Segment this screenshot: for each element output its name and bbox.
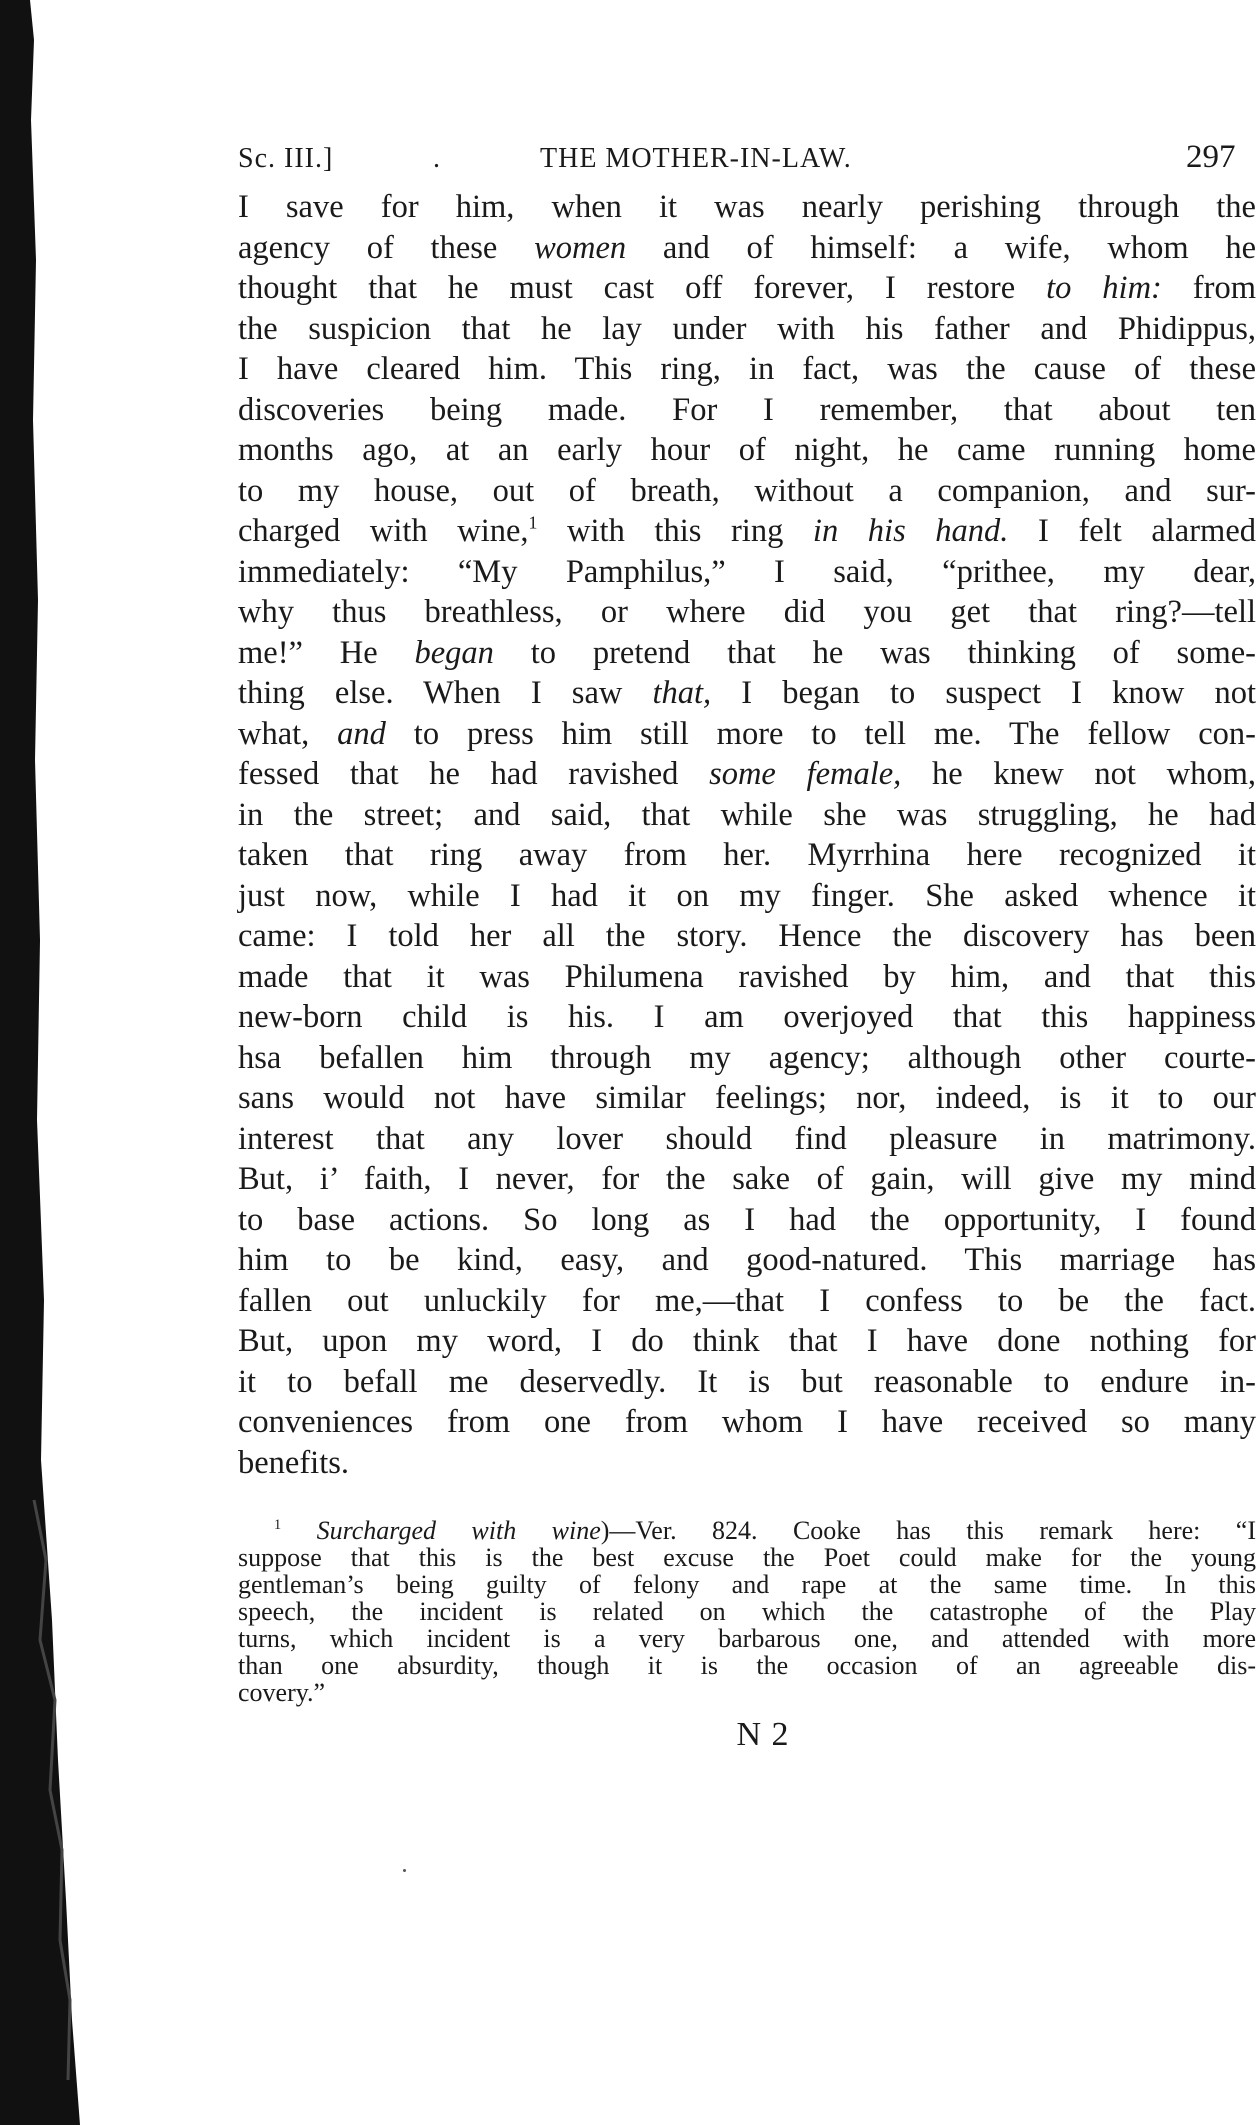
body-text-line: I have cleared him. This ring, in fact, was the cause of these: [238, 351, 1256, 387]
body-text-line: came: I told her all the story. Hence the discovery has been: [238, 918, 1256, 954]
page-number: 297: [1186, 139, 1236, 175]
body-text-line: fallen out unluckily for me,—that I confess to be the fact.: [238, 1282, 1256, 1319]
body-text-line: why thus breathless, or where did you get that ring?—tell: [238, 594, 1256, 630]
footnote-line: speech, the incident is related on which the catastrophe of the Play: [238, 1597, 1256, 1626]
body-text-line: me!” He began to pretend that he was thinking of some-: [238, 634, 1256, 671]
running-head-dot: .: [433, 143, 441, 174]
body-text-line: agency of these women and of himself: a wife, whom he: [238, 229, 1256, 266]
body-text-line: I save for him, when it was nearly perishing through the: [238, 189, 1256, 225]
body-text-line: in the street; and said, that while she was struggling, he had: [238, 796, 1256, 833]
body-text-line: to base actions. So long as I had the opportunity, I found: [238, 1201, 1256, 1238]
footnote-line: turns, which incident is a very barbarous one, and attended with more: [238, 1624, 1256, 1653]
scene-reference: Sc. III.]: [238, 143, 334, 174]
signature-mark: N 2: [736, 1716, 790, 1753]
body-text-line: fessed that he had ravished some female, he knew not whom,: [238, 756, 1256, 792]
binding-edge-shape: [0, 0, 80, 2125]
body-text-line: new-born child is his. I am overjoyed that this happiness: [238, 999, 1256, 1035]
book-binding-edge: [0, 0, 80, 2125]
running-title: THE MOTHER-IN-LAW.: [540, 143, 852, 174]
body-text-line: thought that he must cast off forever, I restore to him: from: [238, 270, 1256, 306]
body-text-line: hsa befallen him through my agency; although other courte-: [238, 1039, 1256, 1076]
body-text-line: But, upon my word, I do think that I have done nothing for: [238, 1323, 1256, 1359]
footnote-line: suppose that this is the best excuse the Poet could make for the young: [238, 1543, 1256, 1572]
body-text-line: him to be kind, easy, and good-natured. This marriage has: [238, 1242, 1256, 1278]
footnote-line: $^1$ Surcharged with wine)—Ver. 824. Cooke has this remark here: “I: [274, 1516, 1257, 1545]
body-text-line: conveniences from one from whom I have received so many: [238, 1404, 1256, 1440]
body-text-line: discoveries being made. For I remember, that about ten: [238, 391, 1256, 428]
body-text-line: just now, while I had it on my finger. She asked whence it: [238, 877, 1256, 914]
footnote-line: than one absurdity, though it is the occasion of an agreeable dis-: [238, 1651, 1256, 1680]
footnote-line: covery.”: [238, 1678, 326, 1707]
body-text-line: to my house, out of breath, without a companion, and sur-: [238, 472, 1256, 509]
body-text-line: interest that any lover should find pleasure in matrimony.: [238, 1120, 1256, 1157]
body-text-line: it to befall me deservedly. It is but reasonable to endure in-: [238, 1363, 1256, 1400]
footnote-line: gentleman’s being guilty of felony and rape at the same time. In this: [238, 1570, 1256, 1599]
footnote: [238, 1517, 1256, 1706]
body-text-line: the suspicion that he lay under with his father and Phidippus,: [238, 310, 1256, 347]
book-page: [238, 135, 1258, 1754]
body-text-line: taken that ring away from her. Myrrhina here recognized it: [238, 837, 1256, 873]
body-text-line: immediately: “My Pamphilus,” I said, “prithee, my dear,: [238, 553, 1256, 590]
running-head: [238, 135, 1258, 181]
body-text-line: months ago, at an early hour of night, he came running home: [238, 432, 1256, 468]
body-text-line: made that it was Philumena ravished by him, and that this: [238, 958, 1256, 995]
body-text-line: sans would not have similar feelings; nor, indeed, is it to our: [238, 1080, 1256, 1116]
body-text-line: thing else. When I saw that, I began to suspect I know not: [238, 675, 1257, 711]
body-text-line: benefits.: [238, 1444, 350, 1481]
body-text-line: charged with wine,$^1$ with this ring in his hand. I felt alarmed: [238, 512, 1256, 549]
page-speck: [403, 1869, 406, 1872]
main-text: [238, 187, 1256, 1483]
body-text-line: what, and to press him still more to tell me. The fellow con-: [238, 715, 1256, 752]
body-text-line: But, i’ faith, I never, for the sake of gain, will give my mind: [238, 1161, 1256, 1197]
